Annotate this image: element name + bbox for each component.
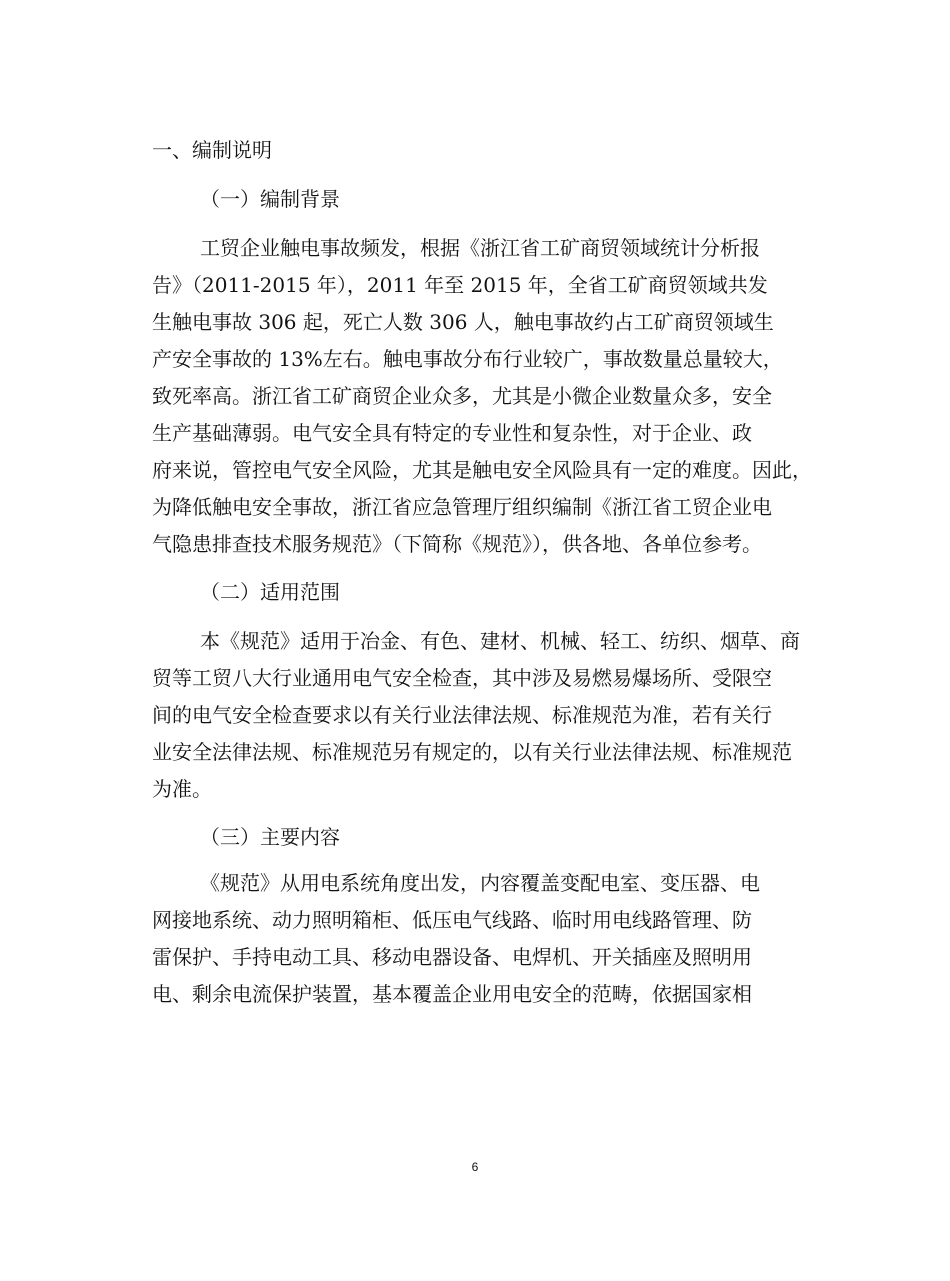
paragraph-line: 气隐患排查技术服务规范》（下简称《规范》），供各地、各单位参考。 xyxy=(152,532,762,556)
subsection-heading-content: （三）主要内容 xyxy=(200,825,340,849)
paragraph-line: 电、剩余电流保护装置，基本覆盖企业用电安全的范畴，依据国家相 xyxy=(152,982,752,1006)
paragraph-line: 生触电事故 306 起，死亡人数 306 人，触电事故约占工矿商贸领域生 xyxy=(152,310,774,334)
subsection-heading-background: （一）编制背景 xyxy=(200,187,340,211)
paragraph-line: 生产基础薄弱。电气安全具有特定的专业性和复杂性，对于企业、政 xyxy=(152,421,752,445)
paragraph-line: 告》（2011-2015 年），2011 年至 2015 年，全省工矿商贸领域共发 xyxy=(152,273,768,297)
paragraph-line: 致死率高。浙江省工矿商贸企业众多，尤其是小微企业数量众多，安全 xyxy=(152,384,772,408)
paragraph-line: 业安全法律法规、标准规范另有规定的，以有关行业法律法规、标准规范 xyxy=(152,740,792,764)
paragraph-line: 间的电气安全检查要求以有关行业法律法规、标准规范为准，若有关行 xyxy=(152,703,772,727)
paragraph-line: 府来说，管控电气安全风险，尤其是触电安全风险具有一定的难度。因此， xyxy=(152,458,812,482)
paragraph-line: 贸等工贸八大行业通用电气安全检查，其中涉及易燃易爆场所、受限空 xyxy=(152,666,772,690)
paragraph-line: 本《规范》适用于冶金、有色、建材、机械、轻工、纺织、烟草、商 xyxy=(200,629,800,653)
paragraph-line: 为降低触电安全事故，浙江省应急管理厅组织编制《浙江省工贸企业电 xyxy=(152,495,772,519)
paragraph-line: 工贸企业触电事故频发，根据《浙江省工矿商贸领域统计分析报 xyxy=(200,236,760,260)
paragraph-line: 雷保护、手持电动工具、移动电器设备、电焊机、开关插座及照明用 xyxy=(152,945,752,969)
page-number: 6 xyxy=(471,1160,479,1174)
paragraph-line: 《规范》从用电系统角度出发，内容覆盖变配电室、变压器、电 xyxy=(200,871,760,895)
subsection-heading-scope: （二）适用范围 xyxy=(200,580,340,604)
section-title: 一、编制说明 xyxy=(152,138,272,162)
paragraph-line: 产安全事故的 13%左右。触电事故分布行业较广，事故数量总量较大， xyxy=(152,347,783,371)
paragraph-line: 网接地系统、动力照明箱柜、低压电气线路、临时用电线路管理、防 xyxy=(152,908,752,932)
paragraph-line: 为准。 xyxy=(152,777,212,801)
